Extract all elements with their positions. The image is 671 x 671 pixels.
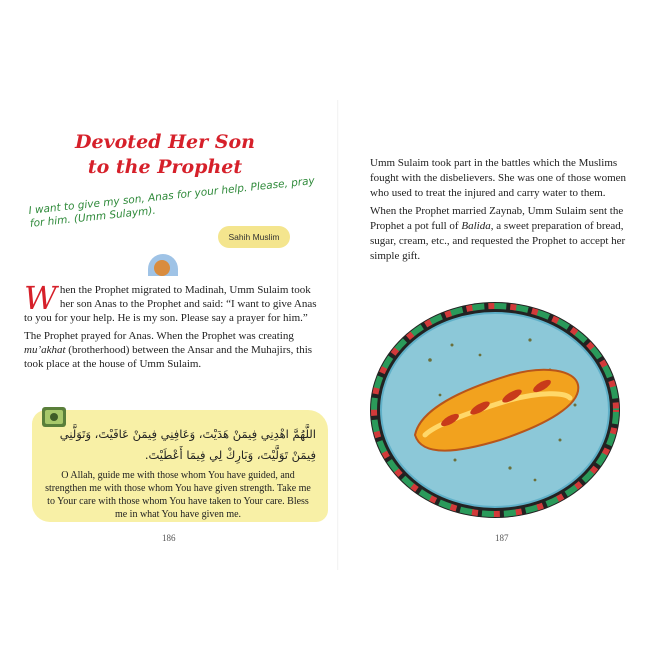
page-number-left: 186 xyxy=(162,533,176,543)
right-paragraph-2-start: When the Prophet married Zaynab, Umm Sulaim sent the Prophet a pot full of xyxy=(370,205,624,232)
left-body-text xyxy=(24,279,324,375)
right-body-text xyxy=(370,156,640,267)
term-balida: Balida xyxy=(461,220,491,232)
dua-translation: O Allah, guide me with those whom You have guided, and strengthen me with those whom You have given strength. Take me to Your care with those whom You have taken to Your care. Bless me in what You have given me. xyxy=(45,470,311,520)
paragraph-1-text: hen the Prophet migrated to Madinah, Umm Sulaim took her son Anas to the Prophet and said: “I want to give Anas to you for your help. He is my son. Please say a prayer for him.” xyxy=(24,284,317,324)
dua-arabic-line-1: اللَّهُمَّ اهْدِنِي فِيمَنْ هَدَيْتَ، وَعَافِنِي فِيمَنْ عَافَيْتَ، وَتَوَلَّنِي xyxy=(59,427,316,441)
chapter-title xyxy=(0,130,330,180)
paragraph-2-start: The Prophet prayed for Anas. When the Prophet was creating xyxy=(24,330,294,342)
paragraph-2-rest: (brotherhood) between the Ansar and the Muhajirs, this took place at the house of Umm Sulaim. xyxy=(24,344,313,370)
dua-arabic-line-2: فِيمَنْ تَوَلَّيْتَ، وَبَارِكْ لِي فِيمَا أَعْطَيْتَ. xyxy=(144,448,316,462)
right-paragraph-1: Umm Sulaim took part in the battles which the Muslims fought with the disbelievers. She was one of those women who used to treat the injured and carry water to them. xyxy=(370,157,627,199)
dua-arabic xyxy=(40,424,316,466)
right-paragraph-2-rest: , a sweet preparation of bread, sugar, cream, etc., and requested the Prophet to accept her simple gift. xyxy=(370,220,626,262)
paragraph-2 xyxy=(24,329,324,371)
quote-text: I want to give my son, Anas for your help. Please, pray for him. (Umm Sulaym). xyxy=(28,174,316,230)
term-muakhat: mu’akhat xyxy=(24,344,66,356)
page-number-right: 187 xyxy=(495,533,509,543)
source-badge: Sahih Muslim xyxy=(218,226,290,248)
bread-medallion-illustration xyxy=(360,300,630,520)
title-line-2: to the Prophet xyxy=(87,156,243,178)
right-paragraph-2 xyxy=(370,204,640,264)
title-line-1: Devoted Her Son xyxy=(75,131,255,153)
book-gutter xyxy=(337,100,339,570)
woman-illustration-icon xyxy=(148,254,178,276)
drop-cap: W xyxy=(24,279,57,317)
paragraph-1 xyxy=(24,279,324,325)
